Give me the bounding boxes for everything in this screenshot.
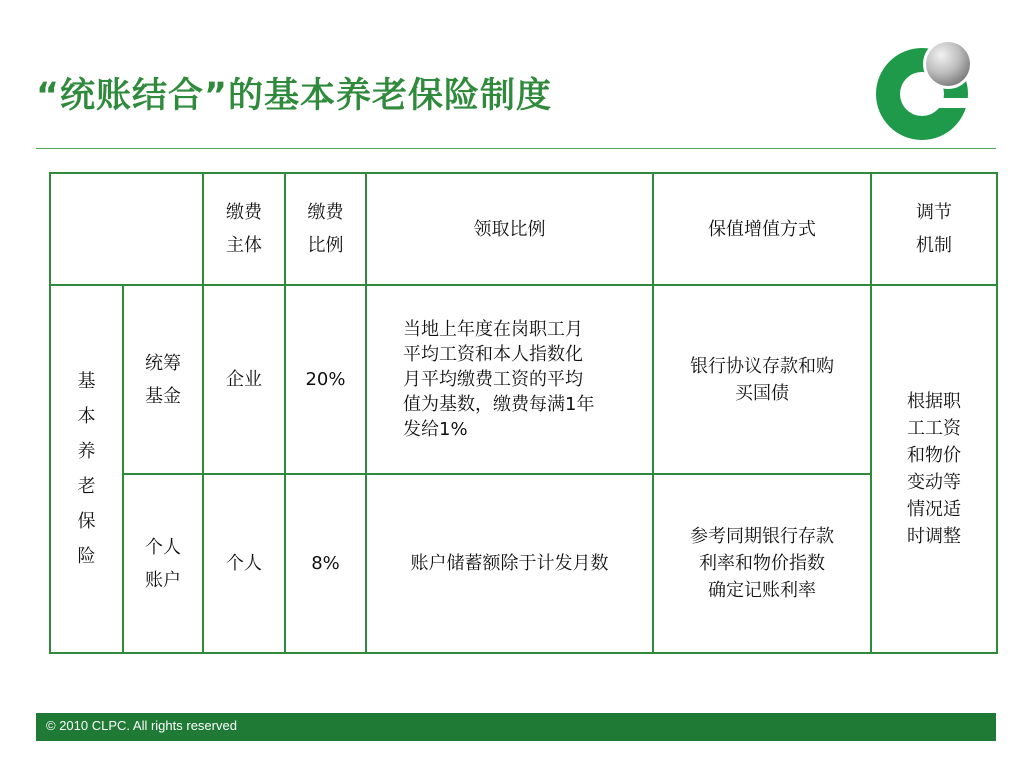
- payer-cell: 个人: [203, 474, 285, 653]
- header-adjust: 调节 机制: [871, 173, 997, 285]
- clpc-logo-icon: [872, 38, 976, 142]
- table-header-row: [50, 173, 997, 285]
- account-cell: 统筹 基金: [123, 285, 203, 474]
- benefit-cell: 账户储蓄额除于计发月数: [366, 474, 653, 653]
- ratio-cell: 20%: [285, 285, 366, 474]
- header-preservation: 保值增值方式: [653, 173, 871, 285]
- adjust-cell: 根据职 工工资 和物价 变动等 情况适 时调整: [871, 285, 997, 653]
- header-blank-cell: [50, 173, 203, 285]
- header-ratio: 缴费 比例: [285, 173, 366, 285]
- footer-bar: [36, 713, 996, 741]
- table-row: [50, 285, 997, 474]
- benefit-cell: 当地上年度在岗职工月 平均工资和本人指数化 月平均缴费工资的平均 值为基数，缴费每满1年 发给1%: [366, 285, 653, 474]
- title-divider: [36, 148, 996, 149]
- header-payer: 缴费 主体: [203, 173, 285, 285]
- ratio-cell: 8%: [285, 474, 366, 653]
- preservation-cell: 参考同期银行存款 利率和物价指数 确定记账利率: [653, 474, 871, 653]
- copyright-text: © 2010 CLPC. All rights reserved: [46, 718, 237, 733]
- header-benefit: 领取比例: [366, 173, 653, 285]
- table-row: [50, 474, 997, 653]
- account-cell: 个人 账户: [123, 474, 203, 653]
- category-cell: 基 本 养 老 保 险: [50, 285, 123, 653]
- preservation-cell: 银行协议存款和购 买国债: [653, 285, 871, 474]
- page-title: “统账结合”的基本养老保险制度: [36, 76, 553, 116]
- pension-table: [49, 172, 998, 654]
- payer-cell: 企业: [203, 285, 285, 474]
